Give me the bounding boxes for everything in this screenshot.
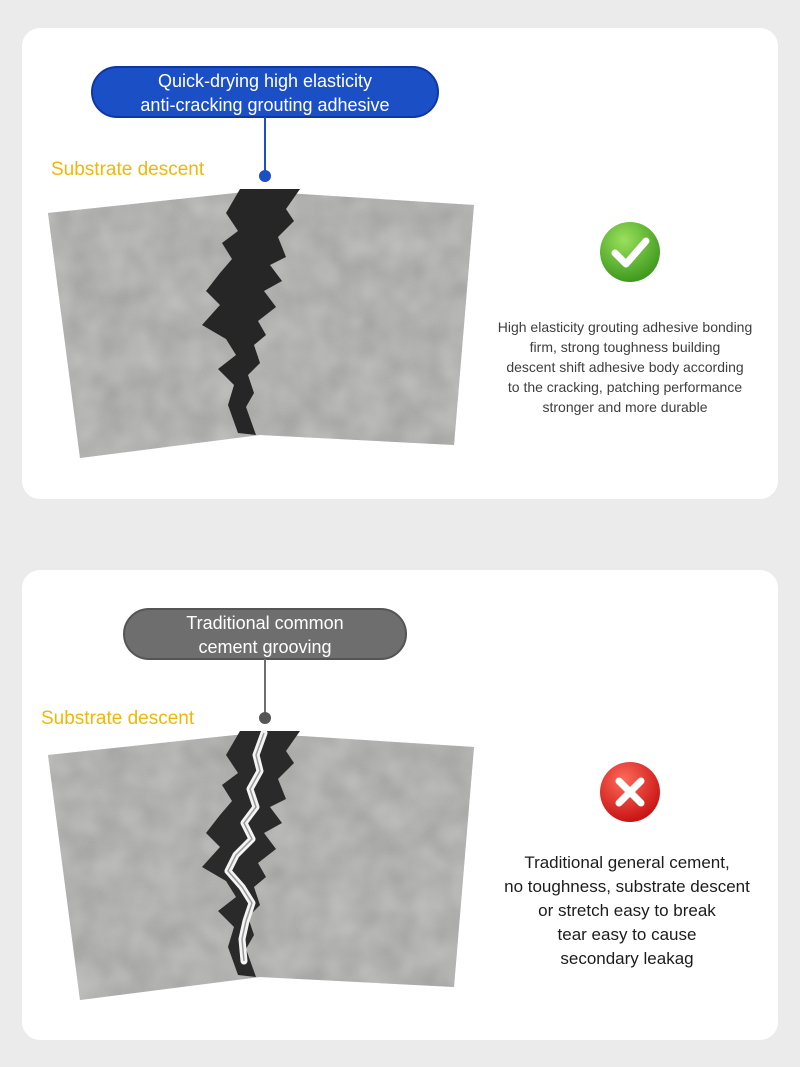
traditional-cement-badge [123, 608, 407, 660]
concrete-slab-filled-crack-image [42, 173, 482, 463]
description-line: or stretch easy to break [538, 901, 716, 920]
badge-line: Quick-drying high elasticity [157, 71, 373, 91]
description-line: secondary leakag [560, 949, 694, 968]
grouting-adhesive-description [472, 317, 778, 417]
description-line: Traditional general cement, [524, 853, 730, 872]
substrate-descent-label: Substrate descent [51, 159, 205, 180]
cross-icon [598, 760, 662, 824]
concrete-slab-cracked-cement-image [42, 715, 482, 1005]
description-line: descent shift adhesive body according [506, 359, 744, 375]
traditional-cement-panel [22, 570, 778, 1040]
traditional-cement-description [482, 851, 772, 971]
badge-line: cement grooving [198, 637, 332, 657]
substrate-descent-label: Substrate descent [41, 708, 195, 729]
description-line: to the cracking, patching performance [507, 379, 743, 395]
check-icon [598, 220, 662, 284]
description-line: stronger and more durable [542, 399, 708, 415]
description-line: tear easy to cause [557, 925, 697, 944]
badge-connector-line [264, 659, 266, 715]
badge-line: Traditional common [186, 613, 344, 633]
description-line: High elasticity grouting adhesive bonding [497, 319, 753, 335]
badge-connector-line [264, 117, 266, 175]
description-line: firm, strong toughness building [529, 339, 721, 355]
description-line: no toughness, substrate descent [504, 877, 750, 896]
grouting-adhesive-badge [91, 66, 439, 118]
grouting-adhesive-panel [22, 28, 778, 499]
badge-line: anti-cracking grouting adhesive [140, 95, 390, 115]
